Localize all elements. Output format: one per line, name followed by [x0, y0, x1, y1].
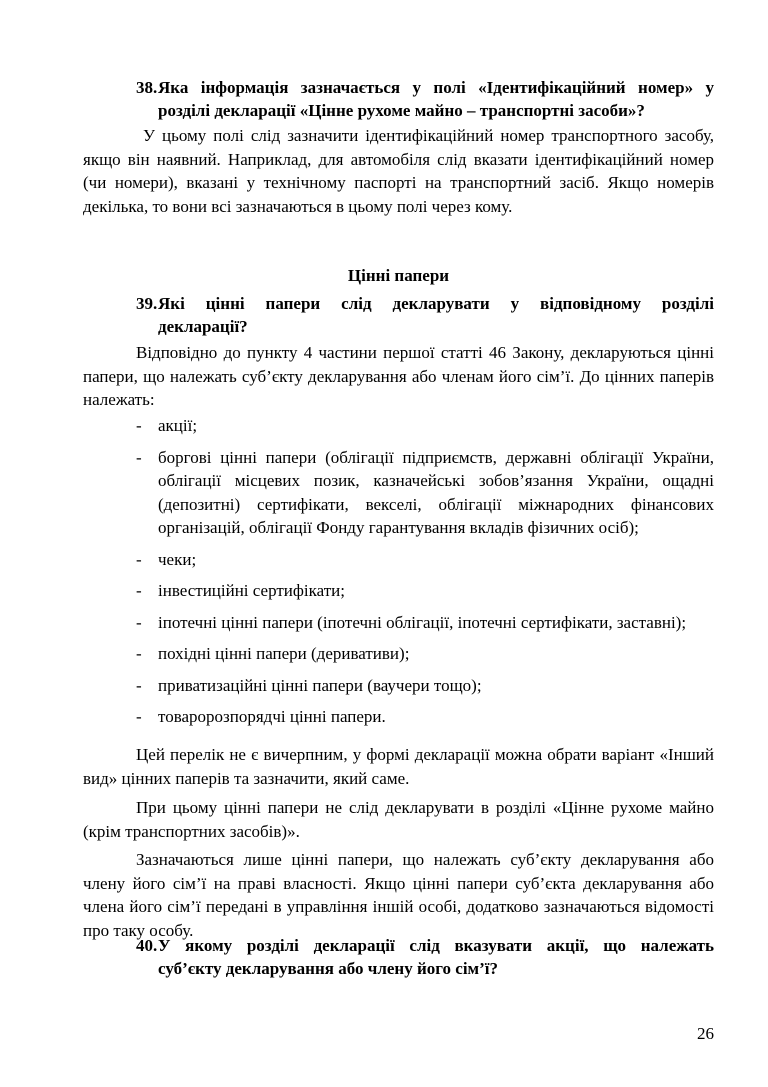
question-39-heading	[136, 292, 714, 338]
list-dash: -	[136, 707, 142, 726]
list-item: - похідні цінні папери (деривативи);	[136, 642, 714, 666]
list-dash: -	[136, 447, 142, 467]
question-38-heading	[136, 76, 714, 122]
list-dash: -	[136, 612, 142, 632]
question-39-intro: Відповідно до пункту 4 частини першої статті 46 Закону, декларуються цінні папери, що належать суб’єкту декларування або членам його сім’ї. До цінних паперів належать:	[83, 343, 714, 409]
list-item: - іпотечні цінні папери (іпотечні облігації, іпотечні сертифікати, заставні);	[136, 611, 714, 635]
list-dash: -	[136, 549, 142, 569]
question-38-line1: 38.Яка інформація зазначається у полі «Ідентифікаційний номер» у	[136, 78, 714, 97]
list-item: - інвестиційні сертифікати;	[136, 579, 714, 603]
list-item: - приватизаційні цінні папери (ваучери тощо);	[136, 674, 714, 698]
question-38-line2: розділі декларації «Цінне рухоме майно – транспортні засоби»?	[158, 101, 645, 120]
list-item: - чеки;	[136, 548, 714, 572]
question-40-line1: 40.У якому розділі декларації слід вказувати акції, що належать	[136, 936, 714, 955]
question-39-paragraph-4: Зазначаються лише цінні папери, що належать суб’єкту декларування або члену його сім’ї на праві власності. Якщо цінні папери суб’єкта декларування або члена його сім’ї передані в управління іншій особі, додатково зазначаються відомості про таку особу.	[83, 850, 714, 940]
list-dash: -	[136, 416, 142, 435]
question-39-number: 39.	[136, 294, 158, 313]
question-39-paragraph-2: Цей перелік не є вичерпним, у формі декларації можна обрати варіант «Інший вид» цінних паперів та зазначити, який саме.	[83, 745, 714, 788]
list-dash: -	[136, 675, 142, 695]
question-40-heading	[136, 934, 714, 980]
securities-list	[136, 414, 714, 737]
section-title: Цінні папери	[347, 266, 450, 285]
page-number: 26	[697, 1024, 714, 1043]
list-item: - акції;	[136, 414, 714, 438]
question-38-number: 38.	[136, 78, 158, 97]
question-38-answer: У цьому полі слід зазначити ідентифікаційний номер транспортного засобу, якщо він наявний. Наприклад, для автомобіля слід вказати ідентифікаційний номер (чи номери), вказані у технічному паспорті на транспортний засіб. Якщо номерів декілька, то вони всі зазначаються в цьому полі через кому.	[83, 126, 714, 216]
question-39-line1: 39.Які цінні папери слід декларувати у відповідному розділі	[136, 294, 714, 313]
list-dash: -	[136, 644, 142, 663]
list-item: - боргові цінні папери (облігації підприємств, державні облігації України, облігації місцевих позик, казначейські зобов’язання України, ощадні (депозитні) сертифікати, векселі, облігації міжнародних фінансових організацій, облігації Фонду гарантування вкладів фізичних осіб);	[136, 447, 714, 537]
question-40-line2: суб’єкту декларування або члену його сім’ї?	[158, 959, 499, 978]
question-40-number: 40.	[136, 936, 158, 955]
question-39-line2: декларації?	[158, 317, 248, 336]
question-39-paragraph-3: При цьому цінні папери не слід декларувати в розділі «Цінне рухоме майно (крім транспортних засобів)».	[83, 798, 714, 841]
list-item: - товаророзпорядчі цінні папери.	[136, 705, 714, 729]
list-dash: -	[136, 581, 142, 600]
